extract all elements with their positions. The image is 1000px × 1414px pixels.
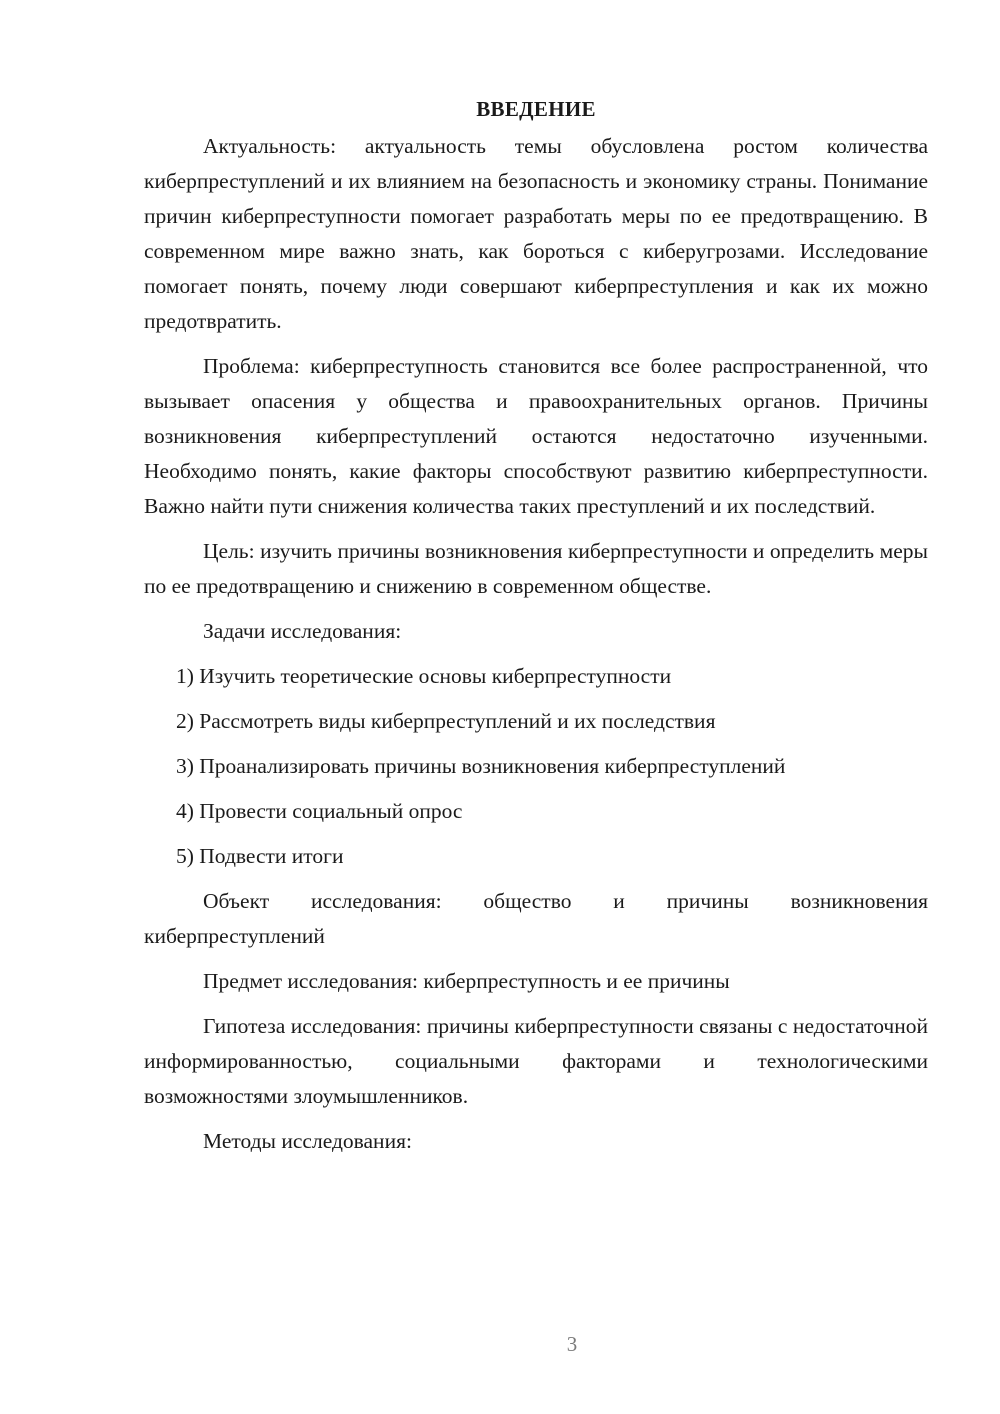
- methods-heading: Методы исследования:: [203, 1129, 412, 1153]
- list-item: 3) Проанализировать причины возникновения киберпреступлений: [176, 754, 786, 778]
- list-item: 4) Провести социальный опрос: [176, 799, 463, 823]
- list-item: 5) Подвести итоги: [176, 844, 344, 868]
- paragraph-object: Объект исследования: общество и причины возникновения киберпреступлений: [144, 889, 928, 948]
- list-item: 1) Изучить теоретические основы киберпреступности: [176, 664, 672, 688]
- list-item: 2) Рассмотреть виды киберпреступлений и их последствия: [176, 709, 716, 733]
- page-content: [144, 92, 928, 1169]
- paragraph-hypothesis: Гипотеза исследования: причины киберпреступности связаны с недостаточной информированностью, социальными факторами и технологическими возможностями злоумышленников.: [144, 1014, 928, 1108]
- paragraph-problem: Проблема: киберпреступность становится все более распространенной, что вызывает опасения у общества и правоохранительных органов. Причины возникновения киберпреступлений остаются недостаточно изученными. Необходимо понять, какие факторы способствуют развитию киберпреступности. Важно найти пути снижения количества таких преступлений и их последствий.: [144, 354, 928, 518]
- paragraph-relevance: Актуальность: актуальность темы обусловлена ростом количества киберпреступлений и их влиянием на безопасность и экономику страны. Понимание причин киберпреступности помогает разработать меры по ее предотвращению. В современном мире важно знать, как бороться с киберугрозами. Исследование помогает понять, почему люди совершают киберпреступления и как их можно предотвратить.: [144, 134, 928, 333]
- section-title: ВВЕДЕНИЕ: [476, 97, 596, 121]
- page-number: 3: [566, 1332, 578, 1356]
- tasks-heading: Задачи исследования:: [203, 619, 402, 643]
- paragraph-goal: Цель: изучить причины возникновения киберпреступности и определить меры по ее предотвращению и снижению в современном обществе.: [144, 539, 928, 598]
- paragraph-subject: Предмет исследования: киберпреступность и ее причины: [203, 969, 730, 993]
